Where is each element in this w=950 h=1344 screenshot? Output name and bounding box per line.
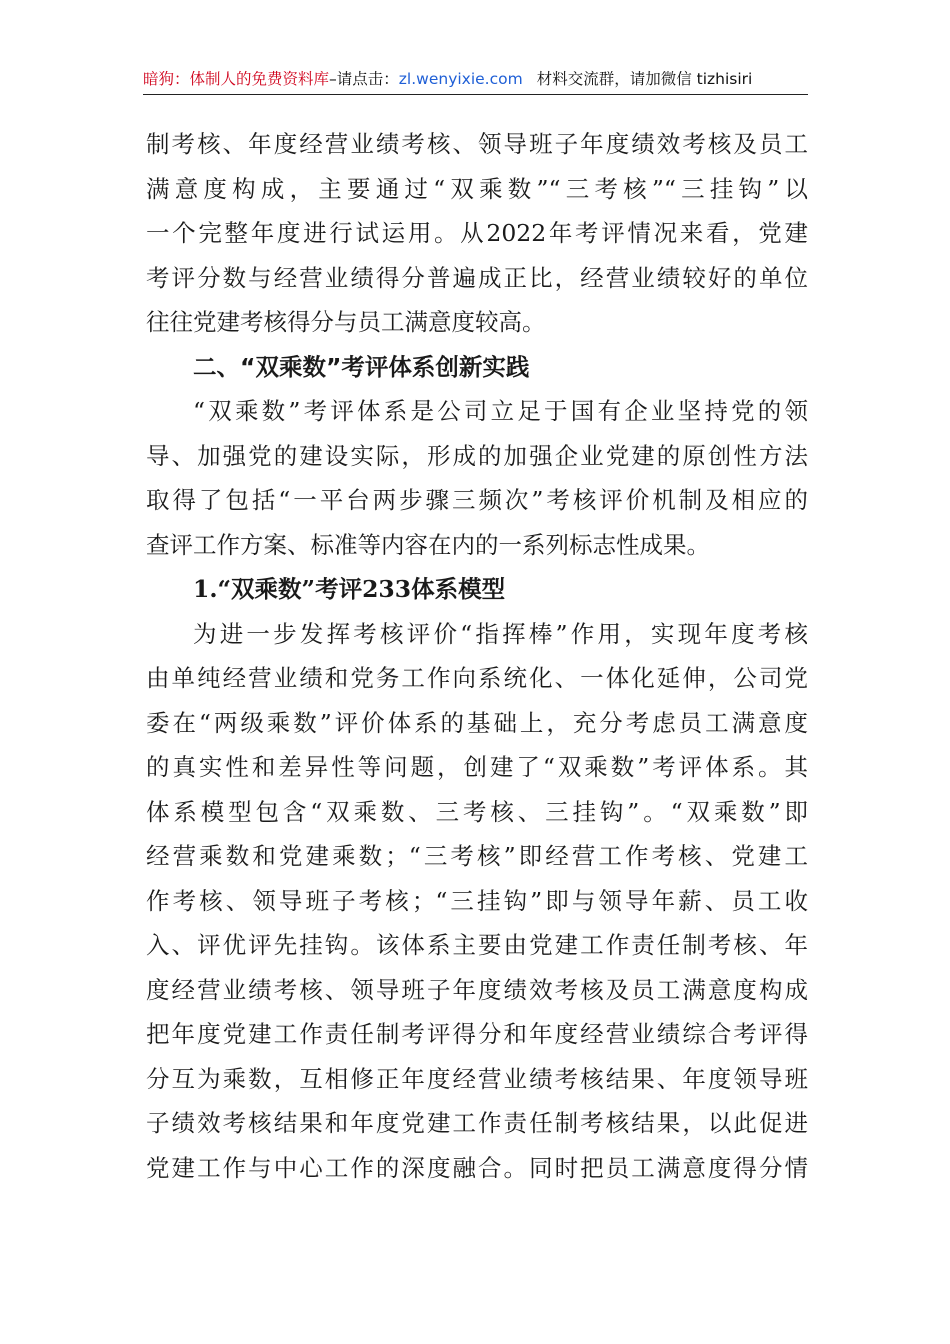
text-line: 查评工作方案、标准等内容在内的一系列标志性成果。 [146, 530, 710, 559]
text-line: 入、评优评先挂钩。该体系主要由党建工作责任制考核、年 [146, 931, 808, 959]
text-line: 委在“两级乘数”评价体系的基础上，充分考虑员工满意度 [146, 708, 808, 737]
text-line: 一个完整年度进行试运用。从2022年考评情况来看，党建 [146, 219, 808, 247]
header-contact: 材料交流群，请加微信 tizhisiri [536, 70, 753, 88]
text-line: 为进一步发挥考核评价“指挥棒”作用，实现年度考核 [193, 619, 808, 648]
text-line: 体系模型包含“双乘数、三考核、三挂钩”。“双乘数”即 [146, 797, 808, 826]
text-line: 的真实性和差异性等问题，创建了“双乘数”考评体系。其 [146, 753, 808, 781]
header-prompt: –请点击： [329, 70, 399, 88]
paragraph-1 [146, 122, 808, 345]
text-line: 由单纯经营业绩和党务工作向系统化、一体化延伸，公司党 [146, 664, 808, 692]
text-line: 导、加强党的建设实际，形成的加强企业党建的原创性方法 [146, 441, 808, 470]
section-heading: 二、“双乘数”考评体系创新实践 [193, 352, 530, 381]
paragraph-2 [146, 389, 808, 567]
header-link[interactable]: zl.wenyixie.com [398, 70, 523, 88]
text-line: 制考核、年度经营业绩考核、领导班子年度绩效考核及员工 [146, 130, 808, 158]
document-body [146, 122, 808, 1190]
text-line: 考评分数与经营业绩得分普遍成正比，经营业绩较好的单位 [146, 263, 808, 292]
text-line: 满意度构成，主要通过“双乘数”“三考核”“三挂钩”以 [146, 174, 808, 203]
text-line: 把年度党建工作责任制考评得分和年度经营业绩综合考评得 [146, 1020, 808, 1048]
subsection-heading: 1.“双乘数”考评233体系模型 [193, 575, 506, 603]
paragraph-3 [146, 612, 808, 1191]
text-line: 子绩效考核结果和年度党建工作责任制考核结果，以此促进 [146, 1109, 808, 1137]
text-line: 党建工作与中心工作的深度融合。同时把员工满意度得分情 [146, 1153, 808, 1182]
text-line: 取得了包括“一平台两步骤三频次”考核评价机制及相应的 [146, 486, 808, 514]
header-brand: 暗狗：体制人的免费资料库 [143, 70, 330, 88]
text-line: 分互为乘数，互相修正年度经营业绩考核结果、年度领导班 [146, 1064, 808, 1093]
text-line: “双乘数”考评体系是公司立足于国有企业坚持党的领 [193, 397, 808, 425]
text-line: 经营乘数和党建乘数；“三考核”即经营工作考核、党建工 [146, 842, 808, 870]
text-line: 往往党建考核得分与员工满意度较高。 [146, 308, 546, 336]
text-line: 度经营业绩考核、领导班子年度绩效考核及员工满意度构成 [146, 975, 808, 1004]
page-header [143, 64, 808, 95]
text-line: 作考核、领导班子考核；“三挂钩”即与领导年薪、员工收 [146, 886, 808, 915]
